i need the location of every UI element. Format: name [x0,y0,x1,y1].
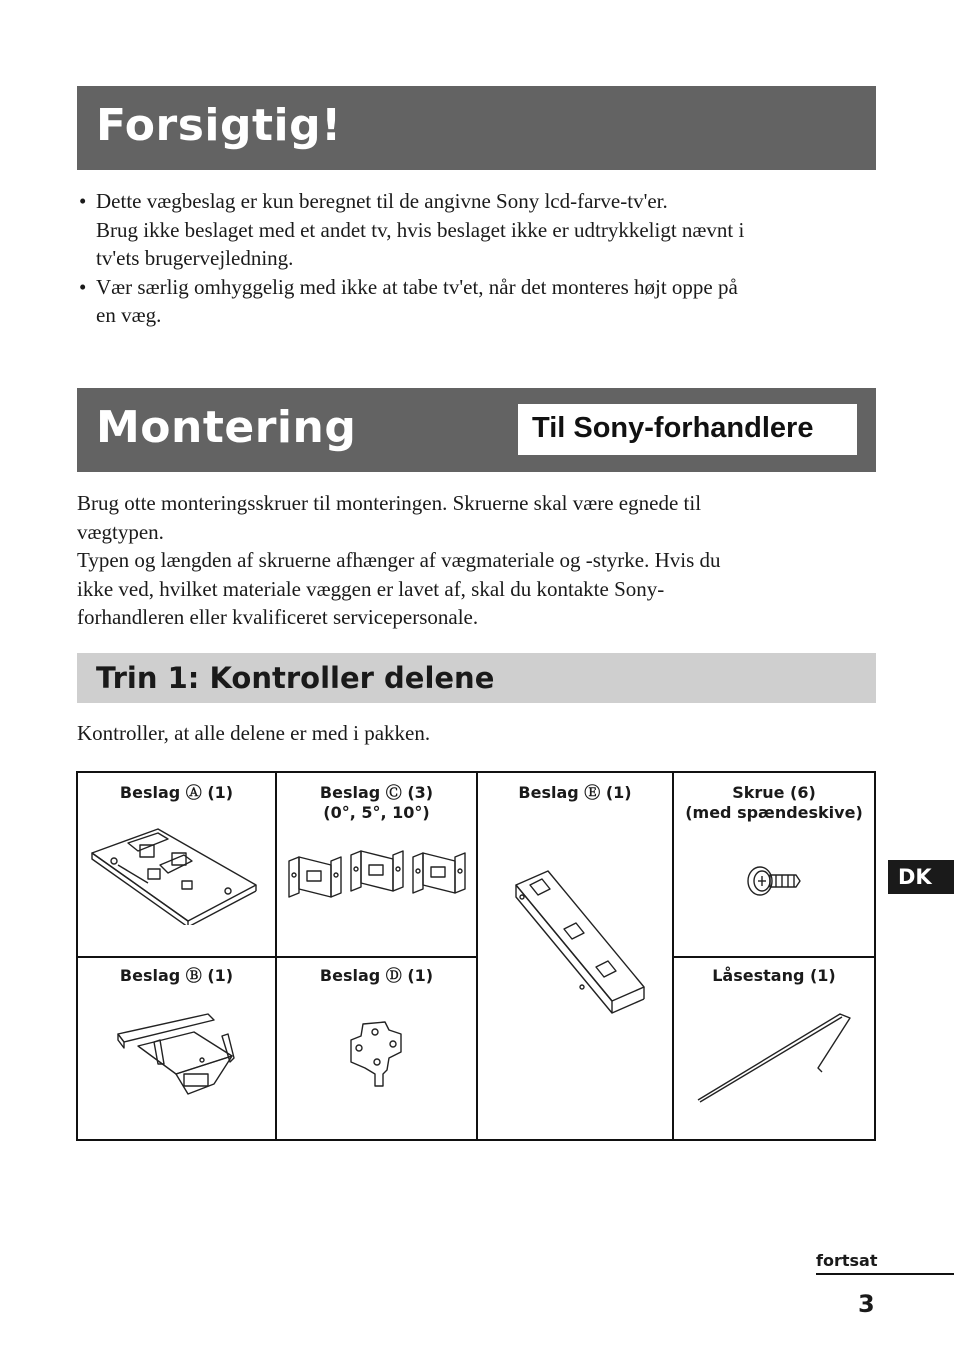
part-cell-bracket-a [78,773,275,956]
bracket-a-icon [88,825,258,925]
part-cell-bracket-b [78,958,275,1139]
part-label [277,783,476,823]
continued-label: fortsat [816,1251,878,1270]
part-label [78,783,275,803]
locking-rod-icon [694,1010,856,1106]
caution-banner [77,86,876,170]
part-label-text: Beslag Ⓐ (1) [119,783,234,802]
part-label [277,966,476,986]
part-label-text: Beslag Ⓑ (1) [119,966,234,985]
bullet-dot-icon: • [79,189,87,213]
caution-bullet [77,273,877,330]
caution-line: en væg. [96,303,162,327]
caution-line: tv'ets brugervejledning. [96,246,294,270]
caution-bullet-list [77,187,877,330]
part-label-text: Skrue (6) [732,783,816,802]
paragraph-line: Brug otte monteringsskruer til monteringen. Skruerne skal være egnede til [77,491,702,515]
part-label-text: Beslag Ⓒ (3) [319,783,434,802]
dealer-badge: Til Sony-forhandlere [518,404,857,455]
mounting-banner [77,388,876,472]
bullet-dot-icon: • [79,274,87,299]
part-cell-bracket-c [277,773,476,956]
paragraph-line: Typen og længden af skruerne afhænger af vægmateriale og -styrke. Hvis du [77,548,721,572]
part-sublabel-text: (med spændeskive) [685,803,863,822]
part-label-text: Beslag Ⓔ (1) [518,783,632,802]
part-sublabel-text: (0°, 5°, 10°) [323,803,430,822]
paragraph-line: forhandleren eller kvalificeret servicepersonale. [77,605,479,629]
part-label [674,783,874,823]
step-1-intro: Kontroller, at alle delene er med i pakken. [77,721,431,745]
continued-rule [816,1273,954,1275]
part-cell-bracket-d [277,958,476,1139]
caution-line: Brug ikke beslaget med et andet tv, hvis beslaget ikke er udtrykkeligt nævnt i [96,217,745,242]
step-1-title: Trin 1: Kontroller delene [96,661,495,695]
bracket-d-icon [343,1018,413,1092]
part-label [478,783,672,803]
bracket-e-icon [512,869,652,1015]
caution-bullet [77,187,877,273]
mounting-paragraph [77,489,877,632]
screw-icon [746,861,806,901]
bracket-c-icon [285,845,471,911]
part-cell-bracket-e [478,773,672,1139]
page-number: 3 [858,1290,875,1318]
parts-table [76,771,876,1141]
paragraph-line: ikke ved, hvilket materiale væggen er lavet af, skal du kontakte Sony- [77,576,665,601]
part-label-text: Låsestang (1) [712,966,836,985]
part-label [78,966,275,986]
caution-line: Vær særlig omhyggelig med ikke at tabe tv'et, når det monteres højt oppe på [96,274,738,299]
paragraph-line: vægtypen. [77,519,164,544]
mounting-title: Montering [96,402,357,453]
caution-title: Forsigtig! [96,100,342,151]
language-tab: DK [888,860,954,894]
bracket-b-icon [114,1012,244,1104]
part-cell-locking-rod [674,958,874,1139]
part-label-text: Beslag Ⓓ (1) [319,966,434,985]
part-label [674,966,874,986]
part-cell-screw [674,773,874,956]
step-1-header [77,653,876,703]
caution-line: Dette vægbeslag er kun beregnet til de angivne Sony lcd-farve-tv'er. [96,189,668,213]
